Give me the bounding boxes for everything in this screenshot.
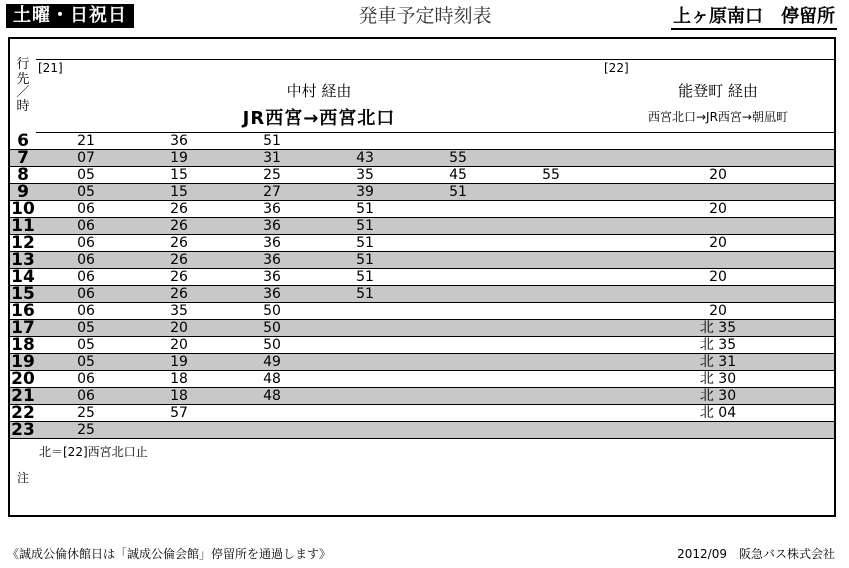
route-22-minutes-cell xyxy=(602,286,835,303)
departure-minute: 36 xyxy=(263,218,281,234)
route-21-minutes-cell xyxy=(36,201,602,218)
departure-minute: 25 xyxy=(263,167,281,183)
notes-label: 注 xyxy=(16,470,29,485)
hour-cell: 8 xyxy=(9,167,36,184)
route-22-minutes-cell: 20 xyxy=(602,303,835,320)
hour-cell: 16 xyxy=(9,303,36,320)
route-22-minutes-cell: 20 xyxy=(602,201,835,218)
hour-cell: 7 xyxy=(9,150,36,167)
table-row xyxy=(9,133,835,150)
table-row xyxy=(9,337,835,354)
route-21-direction: JR西宮→西宮北口 xyxy=(242,108,396,129)
departure-minute: 36 xyxy=(263,235,281,251)
table-row xyxy=(9,303,835,320)
route-21-minutes-cell xyxy=(36,269,602,286)
timetable-header xyxy=(0,0,849,36)
route-22-minutes-cell: 北 30 xyxy=(602,371,835,388)
departure-minute: 26 xyxy=(170,286,188,302)
departure-minute: 26 xyxy=(170,235,188,251)
hour-cell: 19 xyxy=(9,354,36,371)
table-row xyxy=(9,388,835,405)
departure-minute: 51 xyxy=(356,201,374,217)
departure-minute: 20 xyxy=(170,337,188,353)
departure-minute: 36 xyxy=(263,269,281,285)
stop-name: 上ヶ原南口 停留所 xyxy=(671,6,837,30)
strip-route-22 xyxy=(602,38,835,60)
departure-minute: 05 xyxy=(77,337,95,353)
departure-minute: 48 xyxy=(263,388,281,404)
departure-minute: 05 xyxy=(77,184,95,200)
departure-minute: 49 xyxy=(263,354,281,370)
hour-cell: 18 xyxy=(9,337,36,354)
route-header-row xyxy=(9,60,835,133)
departure-minute: 06 xyxy=(77,388,95,404)
departure-minute: 36 xyxy=(263,201,281,217)
departure-minute: 51 xyxy=(449,184,467,200)
departure-minute: 43 xyxy=(356,150,374,166)
table-row xyxy=(9,286,835,303)
notes-text: 北＝[22]西宮北口止 xyxy=(39,445,148,459)
departure-minute: 27 xyxy=(263,184,281,200)
route-21-minutes-cell xyxy=(36,422,602,439)
route-22-direction: 西宮北口→JR西宮→朝凪町 xyxy=(648,110,788,124)
route-22-minutes-cell xyxy=(602,422,835,439)
strip-route-21 xyxy=(36,38,602,60)
dest-char-2: 先 xyxy=(16,72,30,88)
departure-minute: 51 xyxy=(356,252,374,268)
table-row xyxy=(9,184,835,201)
hour-cell: 11 xyxy=(9,218,36,235)
departure-minute: 05 xyxy=(77,167,95,183)
dest-slash: ／ xyxy=(16,85,30,101)
table-row xyxy=(9,320,835,337)
departure-minute: 45 xyxy=(449,167,467,183)
route-21-minutes-cell xyxy=(36,133,602,150)
route-21-via: 中村 経由 xyxy=(286,82,352,100)
departure-minute: 26 xyxy=(170,269,188,285)
route-21-minutes-cell xyxy=(36,337,602,354)
dest-char-1: 行 xyxy=(16,57,30,73)
route-22-minutes-cell xyxy=(602,150,835,167)
hour-cell: 14 xyxy=(9,269,36,286)
departure-minute: 18 xyxy=(170,371,188,387)
route-22-minutes-cell xyxy=(602,133,835,150)
departure-minute: 25 xyxy=(77,422,95,438)
route-22-minutes-cell: 北 35 xyxy=(602,320,835,337)
route-21-minutes-cell xyxy=(36,218,602,235)
route-21-minutes-cell xyxy=(36,320,602,337)
departure-minute: 51 xyxy=(263,133,281,149)
destination-hour-header xyxy=(9,38,36,133)
table-row xyxy=(9,371,835,388)
route-21-minutes-cell xyxy=(36,167,602,184)
route-21-minutes-cell xyxy=(36,286,602,303)
departure-minute: 06 xyxy=(77,303,95,319)
route-21-minutes-cell xyxy=(36,150,602,167)
hour-cell: 21 xyxy=(9,388,36,405)
route-22-minutes-cell: 北 31 xyxy=(602,354,835,371)
departure-minute: 51 xyxy=(356,269,374,285)
route-21-minutes-cell xyxy=(36,184,602,201)
route-21-number: [21] xyxy=(38,61,63,75)
departure-minute: 06 xyxy=(77,269,95,285)
departure-minute: 51 xyxy=(356,286,374,302)
departure-minute: 18 xyxy=(170,388,188,404)
table-row xyxy=(9,269,835,286)
route-22-minutes-cell: 北 30 xyxy=(602,388,835,405)
departure-minute: 25 xyxy=(77,405,95,421)
route-22-minutes-cell xyxy=(602,184,835,201)
departure-minute: 55 xyxy=(449,150,467,166)
departure-minute: 36 xyxy=(263,286,281,302)
route-21-minutes-cell xyxy=(36,371,602,388)
route-21-minutes-cell xyxy=(36,405,602,422)
departure-minute: 15 xyxy=(170,167,188,183)
departure-minute: 06 xyxy=(77,371,95,387)
route-22-minutes-cell: 20 xyxy=(602,235,835,252)
departure-minute: 31 xyxy=(263,150,281,166)
departure-minute: 19 xyxy=(170,354,188,370)
timetable xyxy=(8,37,836,517)
route-22-minutes-cell xyxy=(602,218,835,235)
departure-minute: 21 xyxy=(77,133,95,149)
departure-minute: 51 xyxy=(356,218,374,234)
notes-row xyxy=(9,439,835,517)
table-row xyxy=(9,252,835,269)
departure-minute: 15 xyxy=(170,184,188,200)
route-22-minutes-cell: 20 xyxy=(602,269,835,286)
day-type-label: 土曜・日祝日 xyxy=(6,4,134,28)
table-row xyxy=(9,167,835,184)
hour-cell: 20 xyxy=(9,371,36,388)
departure-minute: 06 xyxy=(77,201,95,217)
departure-minute: 35 xyxy=(170,303,188,319)
departure-minute: 36 xyxy=(170,133,188,149)
table-row xyxy=(9,405,835,422)
hour-cell: 17 xyxy=(9,320,36,337)
departure-minute: 50 xyxy=(263,337,281,353)
departure-minute: 26 xyxy=(170,252,188,268)
route-22-minutes-cell xyxy=(602,252,835,269)
hour-cell: 9 xyxy=(9,184,36,201)
departure-minute: 36 xyxy=(263,252,281,268)
route-22-via: 能登町 経由 xyxy=(678,82,758,100)
departure-minute: 50 xyxy=(263,320,281,336)
departure-minute: 19 xyxy=(170,150,188,166)
departure-minute: 06 xyxy=(77,235,95,251)
departure-minute: 39 xyxy=(356,184,374,200)
route-21-minutes-cell xyxy=(36,252,602,269)
table-row xyxy=(9,218,835,235)
departure-minute: 05 xyxy=(77,354,95,370)
hour-cell: 10 xyxy=(9,201,36,218)
hour-cell: 23 xyxy=(9,422,36,439)
table-row xyxy=(9,201,835,218)
table-row xyxy=(9,354,835,371)
route-22-header xyxy=(602,60,835,133)
departure-minute: 35 xyxy=(356,167,374,183)
departure-minute: 55 xyxy=(542,167,560,183)
departure-minute: 26 xyxy=(170,201,188,217)
route-21-minutes-cell xyxy=(36,235,602,252)
route-21-header xyxy=(36,60,602,133)
hour-cell: 22 xyxy=(9,405,36,422)
hour-cell: 13 xyxy=(9,252,36,269)
departure-minute: 51 xyxy=(356,235,374,251)
departure-minute: 57 xyxy=(170,405,188,421)
departure-minute: 05 xyxy=(77,320,95,336)
table-row xyxy=(9,422,835,439)
departure-minute: 06 xyxy=(77,218,95,234)
departure-minute: 26 xyxy=(170,218,188,234)
hour-cell: 6 xyxy=(9,133,36,150)
route-22-minutes-cell: 北 04 xyxy=(602,405,835,422)
top-strip xyxy=(9,38,835,60)
page-title: 発車予定時刻表 xyxy=(358,5,492,27)
dest-char-3: 時 xyxy=(16,99,30,115)
departure-minute: 06 xyxy=(77,286,95,302)
departure-minute: 06 xyxy=(77,252,95,268)
departure-minute: 48 xyxy=(263,371,281,387)
route-21-minutes-cell xyxy=(36,354,602,371)
route-21-minutes-cell xyxy=(36,303,602,320)
route-22-minutes-cell: 北 35 xyxy=(602,337,835,354)
hour-cell: 15 xyxy=(9,286,36,303)
footer-notice: 《誠成公倫休館日は「誠成公倫会館」停留所を通過します》 xyxy=(7,547,332,561)
route-22-minutes-cell: 20 xyxy=(602,167,835,184)
hour-cell: 12 xyxy=(9,235,36,252)
table-row xyxy=(9,235,835,252)
table-row xyxy=(9,150,835,167)
departure-minute: 07 xyxy=(77,150,95,166)
departure-minute: 50 xyxy=(263,303,281,319)
departure-minute: 20 xyxy=(170,320,188,336)
route-22-number: [22] xyxy=(604,61,629,75)
route-21-minutes-cell xyxy=(36,388,602,405)
footer-publisher: 2012/09 阪急バス株式会社 xyxy=(677,547,835,561)
